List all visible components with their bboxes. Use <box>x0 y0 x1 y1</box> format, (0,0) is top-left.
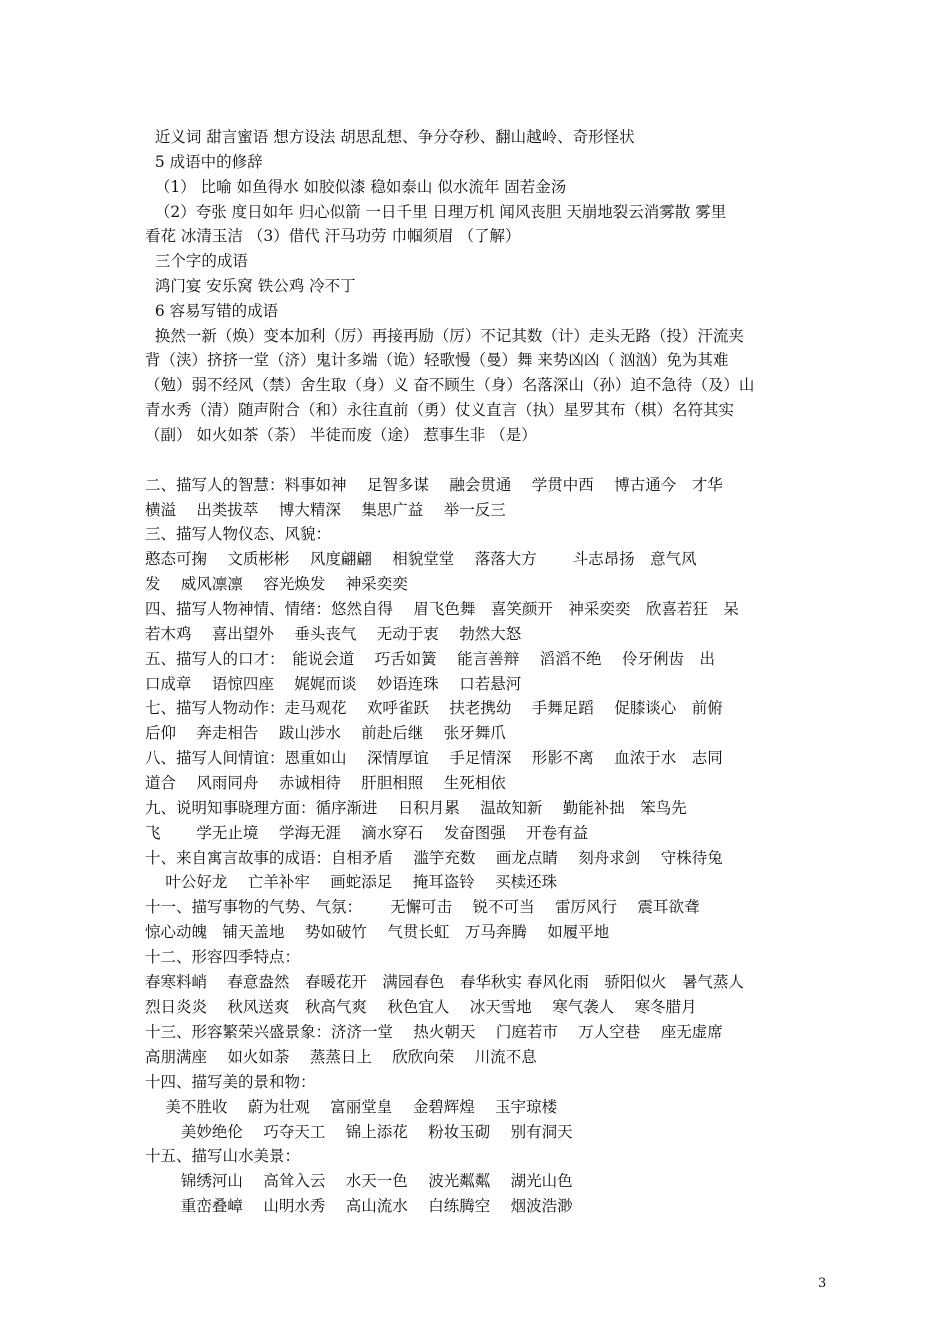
text-line: 高朋满座 如火如荼 蒸蒸日上 欣欣向荣 川流不息 <box>145 1048 537 1066</box>
text-line: 发 威风凛凛 容光焕发 神采奕奕 <box>145 575 408 593</box>
text-line: 八、描写人间情谊：恩重如山 深情厚谊 手足情深 形影不离 血浓于水 志同 <box>145 749 723 767</box>
text-line: （副） 如火如茶（荼） 半徒而废（途） 惹事生非 （是） <box>145 426 537 444</box>
text-line: 十五、描写山水美景： <box>145 1147 301 1165</box>
text-line: 十三、形容繁荣兴盛景象：济济一堂 热火朝天 门庭若市 万人空巷 座无虚席 <box>145 1023 723 1041</box>
text-line: 飞 学无止境 学海无涯 滴水穿石 发奋图强 开卷有益 <box>145 824 589 842</box>
text-line: 若木鸡 喜出望外 垂头丧气 无动于衷 勃然大怒 <box>145 625 522 643</box>
text-line: 换然一新（焕）变本加利（厉）再接再励（厉）不记其数（计）走头无路（投）汗流夹 <box>145 327 744 345</box>
text-line: 惊心动魄 铺天盖地 势如破竹 气贯长虹 万马奔腾 如履平地 <box>145 923 610 941</box>
text-line: 九、说明知事晓理方面：循序渐进 日积月累 温故知新 勤能补拙 笨鸟先 <box>145 799 687 817</box>
text-line: 鸿门宴 安乐窝 铁公鸡 冷不丁 <box>145 277 356 295</box>
text-line: 叶公好龙 亡羊补牢 画蛇添足 掩耳盗铃 买椟还珠 <box>145 873 558 891</box>
text-line: 七、描写人物动作：走马观花 欢呼雀跃 扶老携幼 手舞足蹈 促膝谈心 前俯 <box>145 699 723 717</box>
text-line: 十四、描写美的景和物： <box>145 1073 316 1091</box>
text-line: 近义词 甜言蜜语 想方设法 胡思乱想、争分夺秒、翻山越岭、奇形怪状 <box>145 128 635 146</box>
text-line: 四、描写人物神情、情绪：悠然自得 眉飞色舞 喜笑颜开 神采奕奕 欣喜若狂 呆 <box>145 600 739 618</box>
text-line: 6 容易写错的成语 <box>145 302 279 320</box>
text-line: 重峦叠嶂 山明水秀 高山流水 白练腾空 烟波浩渺 <box>145 1197 573 1215</box>
text-line: 十一、描写事物的气势、气氛： 无懈可击 锐不可当 雷厉风行 震耳欲聋 <box>145 898 700 916</box>
text-line: 憨态可掬 文质彬彬 风度翩翩 相貌堂堂 落落大方 斗志昂扬 意气风 <box>145 550 697 568</box>
text-line: （2）夸张 度日如年 归心似箭 一日千里 日理万机 闻风丧胆 天崩地裂云消雾散 雾里 <box>145 203 727 221</box>
text-line: 十、来自寓言故事的成语：自相矛盾 滥竽充数 画龙点睛 刻舟求剑 守株待兔 <box>145 849 723 867</box>
text-line: 美不胜收 蔚为壮观 富丽堂皇 金碧辉煌 玉宇琼楼 <box>145 1098 558 1116</box>
page-number: 3 <box>818 1276 827 1291</box>
text-line: 道合 风雨同舟 赤诚相待 肝胆相照 生死相依 <box>145 774 506 792</box>
text-line: 五、描写人的口才： 能说会道 巧舌如簧 能言善辩 滔滔不绝 伶牙俐齿 出 <box>145 650 715 668</box>
text-line: 十二、形容四季特点： <box>145 948 301 966</box>
text-line: 看花 冰清玉洁 （3）借代 汗马功劳 巾帼须眉 （了解） <box>145 227 521 245</box>
text-line: 烈日炎炎 秋风送爽 秋高气爽 秋色宜人 冰天雪地 寒气袭人 寒冬腊月 <box>145 998 697 1016</box>
text-line: （1） 比喻 如鱼得水 如胶似漆 稳如泰山 似水流年 固若金汤 <box>145 178 567 196</box>
text-line: 口成章 语惊四座 娓娓而谈 妙语连珠 口若悬河 <box>145 675 522 693</box>
text-line: 青水秀（清）随声附合（和）永往直前（勇）仗义直言（执）星罗其布（棋）名符其实 <box>145 401 735 419</box>
text-line: 锦绣河山 高耸入云 水天一色 波光粼粼 湖光山色 <box>145 1172 573 1190</box>
text-line: 三、描写人物仪态、风貌： <box>145 525 332 543</box>
text-line: 二、描写人的智慧：料事如神 足智多谋 融会贯通 学贯中西 博古通今 才华 <box>145 476 723 494</box>
text-line: 春寒料峭 春意盎然 春暖花开 满园春色 春华秋实 春风化雨 骄阳似火 暑气蒸人 <box>145 973 744 991</box>
text-line: 背（浃）挤挤一堂（济）鬼计多端（诡）轻歌慢（曼）舞 来势凶凶（ 汹汹）免为其难 <box>145 351 729 369</box>
text-line: 三个字的成语 <box>145 252 248 270</box>
text-line: 5 成语中的修辞 <box>145 153 263 171</box>
text-line: 横溢 出类拔萃 博大精深 集思广益 举一反三 <box>145 501 506 519</box>
text-line: 美妙绝伦 巧夺天工 锦上添花 粉妆玉砌 别有洞天 <box>145 1123 573 1141</box>
text-line: （勉）弱不经风（禁）舍生取（身）义 奋不顾生（身）名落深山（孙）迫不急待（及）山 <box>145 376 755 394</box>
text-line: 后仰 奔走相告 跋山涉水 前赴后继 张牙舞爪 <box>145 724 506 742</box>
